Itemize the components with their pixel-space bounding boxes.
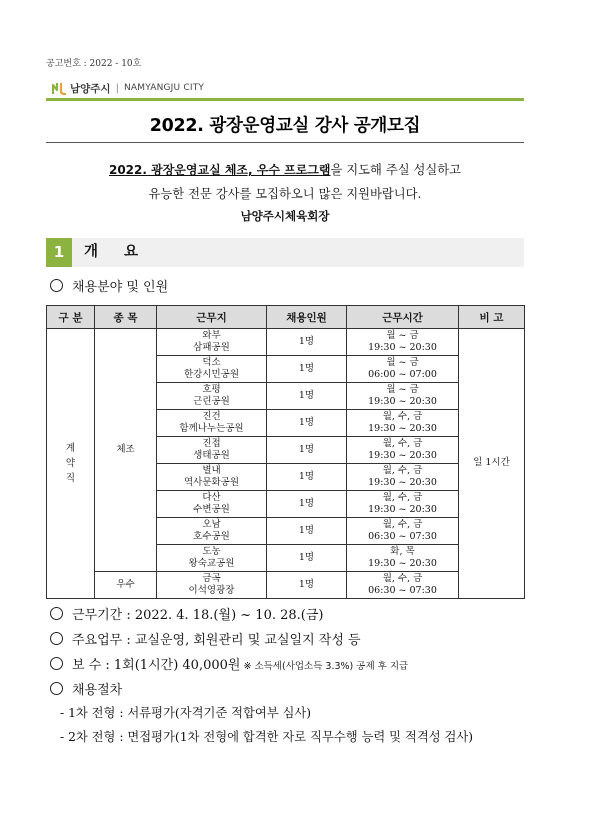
location-cell	[157, 356, 267, 383]
bullet-period	[50, 604, 323, 623]
location-park: 왕숙교공원	[188, 558, 235, 569]
intro-line-2: 유능한 전문 강사를 모집하오니 많은 지원바랍니다.	[148, 187, 422, 201]
hours-cell	[347, 518, 459, 545]
hours-time: 19:30 ~ 20:30	[368, 342, 437, 353]
bullet-pay	[50, 654, 408, 673]
document-title: 2022. 광장운영교실 강사 공개모집	[149, 116, 421, 136]
headcount-cell: 1명	[267, 518, 347, 545]
location-cell	[157, 437, 267, 464]
hours-cell	[347, 545, 459, 572]
header-location: 근무지	[157, 306, 267, 329]
hours-days: 월, 수, 금	[382, 410, 423, 422]
location-cell	[157, 383, 267, 410]
location-cell	[157, 518, 267, 545]
location-cell	[157, 491, 267, 518]
location-park: 생태공원	[193, 450, 230, 461]
circle-bullet-icon	[50, 607, 63, 620]
remarks-cell: 일 1시간	[459, 329, 525, 599]
division-cell	[47, 329, 95, 599]
division-char: 계	[65, 443, 76, 454]
hours-cell	[347, 437, 459, 464]
bullet-pay-label: 보 수 :	[72, 658, 114, 673]
hours-time: 19:30 ~ 20:30	[368, 504, 437, 515]
headcount-cell: 1명	[267, 410, 347, 437]
bullet-duties-text: 주요업무 : 교실운영, 회원관리 및 교실일지 작성 등	[72, 633, 361, 648]
location-park: 근린공원	[193, 396, 230, 407]
hours-days: 월 ~ 금	[386, 329, 419, 341]
hours-days: 월, 수, 금	[382, 437, 423, 449]
header-division: 구 분	[47, 306, 95, 329]
location-district: 진건	[202, 410, 221, 422]
headcount-cell: 1명	[267, 545, 347, 572]
location-district: 금곡	[202, 572, 221, 584]
hours-time: 06:00 ~ 07:00	[368, 369, 437, 380]
bullet-process-text: 채용절차	[72, 683, 123, 698]
hours-days: 월, 수, 금	[382, 518, 423, 530]
location-park: 수변공원	[193, 504, 230, 515]
header-sport: 종 목	[95, 306, 157, 329]
headcount-cell: 1명	[267, 437, 347, 464]
location-district: 진접	[202, 437, 221, 449]
division-char: 직	[65, 473, 76, 484]
bullet-process	[50, 679, 122, 698]
hours-time: 19:30 ~ 20:30	[368, 558, 437, 569]
location-park: 역사문화공원	[183, 477, 240, 488]
logo-korean-name: 남양주시	[70, 82, 111, 95]
hours-time: 19:30 ~ 20:30	[368, 450, 437, 461]
hours-time: 06:30 ~ 07:30	[368, 585, 437, 596]
hours-time: 19:30 ~ 20:30	[368, 477, 437, 488]
header-headcount: 채용인원	[267, 306, 347, 329]
hours-cell	[347, 491, 459, 518]
sport-gymnastics-cell: 체조	[95, 329, 157, 572]
headcount-cell: 1명	[267, 464, 347, 491]
logo-separator: |	[115, 82, 119, 94]
headcount-cell: 1명	[267, 329, 347, 356]
hours-days: 월, 수, 금	[382, 572, 423, 584]
section-title: 개요	[84, 244, 165, 260]
sport-usu-cell: 우수	[95, 572, 157, 599]
headcount-cell: 1명	[267, 356, 347, 383]
division-char: 약	[65, 458, 76, 469]
namyangju-logo-icon	[52, 82, 67, 95]
location-district: 오남	[202, 518, 221, 530]
location-park: 이석영광장	[188, 585, 235, 596]
bullet-recruit	[50, 276, 168, 295]
table-header-row	[47, 306, 525, 329]
section-number: 1	[46, 238, 72, 267]
location-district: 별내	[202, 464, 221, 476]
header-remarks: 비 고	[459, 306, 525, 329]
hours-cell	[347, 329, 459, 356]
hours-days: 월 ~ 금	[386, 383, 419, 395]
location-park: 삼패공원	[193, 342, 230, 353]
hours-cell	[347, 356, 459, 383]
circle-bullet-icon	[50, 279, 63, 292]
location-park: 호수공원	[193, 531, 230, 542]
hours-days: 화, 목	[390, 545, 415, 557]
logo-english-name: NAMYANGJU CITY	[123, 83, 205, 93]
hours-days: 월, 수, 금	[382, 464, 423, 476]
bullet-recruit-text: 채용분야 및 인원	[72, 280, 169, 295]
bullet-duties	[50, 629, 361, 648]
header-accent-bar	[46, 98, 524, 101]
intro-line-1	[46, 160, 524, 178]
headcount-cell: 1명	[267, 491, 347, 518]
table-row	[47, 329, 525, 356]
process-step-2: - 2차 전형 : 면접평가(1차 전형에 합격한 자로 직무수행 능력 및 적격성 검사)	[60, 730, 474, 744]
headcount-cell: 1명	[267, 383, 347, 410]
location-cell	[157, 329, 267, 356]
bullet-period-text: 근무기간 : 2022. 4. 18.(월) ~ 10. 28.(금)	[72, 608, 324, 623]
hours-cell	[347, 464, 459, 491]
hours-time: 19:30 ~ 20:30	[368, 396, 437, 407]
recruitment-table	[46, 305, 525, 599]
location-district: 다산	[202, 491, 221, 503]
intro-program-emphasis: 2022. 광장운영교실 체조, 우수 프로그램	[108, 163, 331, 177]
title-divider	[46, 142, 524, 143]
notice-number: 공고번호 : 2022 - 10호	[46, 59, 142, 69]
hours-time: 19:30 ~ 20:30	[368, 423, 437, 434]
process-step-1: - 1차 전형 : 서류평가(자격기준 적합여부 심사)	[60, 706, 312, 720]
location-cell	[157, 572, 267, 599]
location-district: 호평	[202, 383, 221, 395]
hours-cell	[347, 572, 459, 599]
circle-bullet-icon	[50, 682, 63, 695]
location-district: 덕소	[202, 356, 221, 368]
location-park: 한강시민공원	[183, 369, 240, 380]
bullet-pay-note: ※ 소득세(사업소득 3.3%) 공제 후 지급	[240, 661, 409, 672]
headcount-cell: 1명	[267, 572, 347, 599]
city-logo	[52, 79, 204, 97]
circle-bullet-icon	[50, 657, 63, 670]
organization-name: 남양주시체육회장	[240, 209, 330, 223]
hours-cell	[347, 410, 459, 437]
location-cell	[157, 545, 267, 572]
header-hours: 근무시간	[347, 306, 459, 329]
hours-days: 월, 수, 금	[382, 491, 423, 503]
bullet-pay-value: 1회(1시간) 40,000원	[113, 658, 241, 673]
location-district: 도농	[202, 545, 221, 557]
location-cell	[157, 464, 267, 491]
location-park: 함께나누는공원	[179, 423, 244, 434]
location-district: 와부	[202, 329, 221, 341]
hours-cell	[347, 383, 459, 410]
table-row	[47, 572, 525, 599]
hours-days: 월 ~ 금	[386, 356, 419, 368]
location-cell	[157, 410, 267, 437]
hours-time: 06:30 ~ 07:30	[368, 531, 437, 542]
circle-bullet-icon	[50, 632, 63, 645]
intro-line-1-rest: 을 지도해 주실 성실하고	[330, 163, 462, 177]
